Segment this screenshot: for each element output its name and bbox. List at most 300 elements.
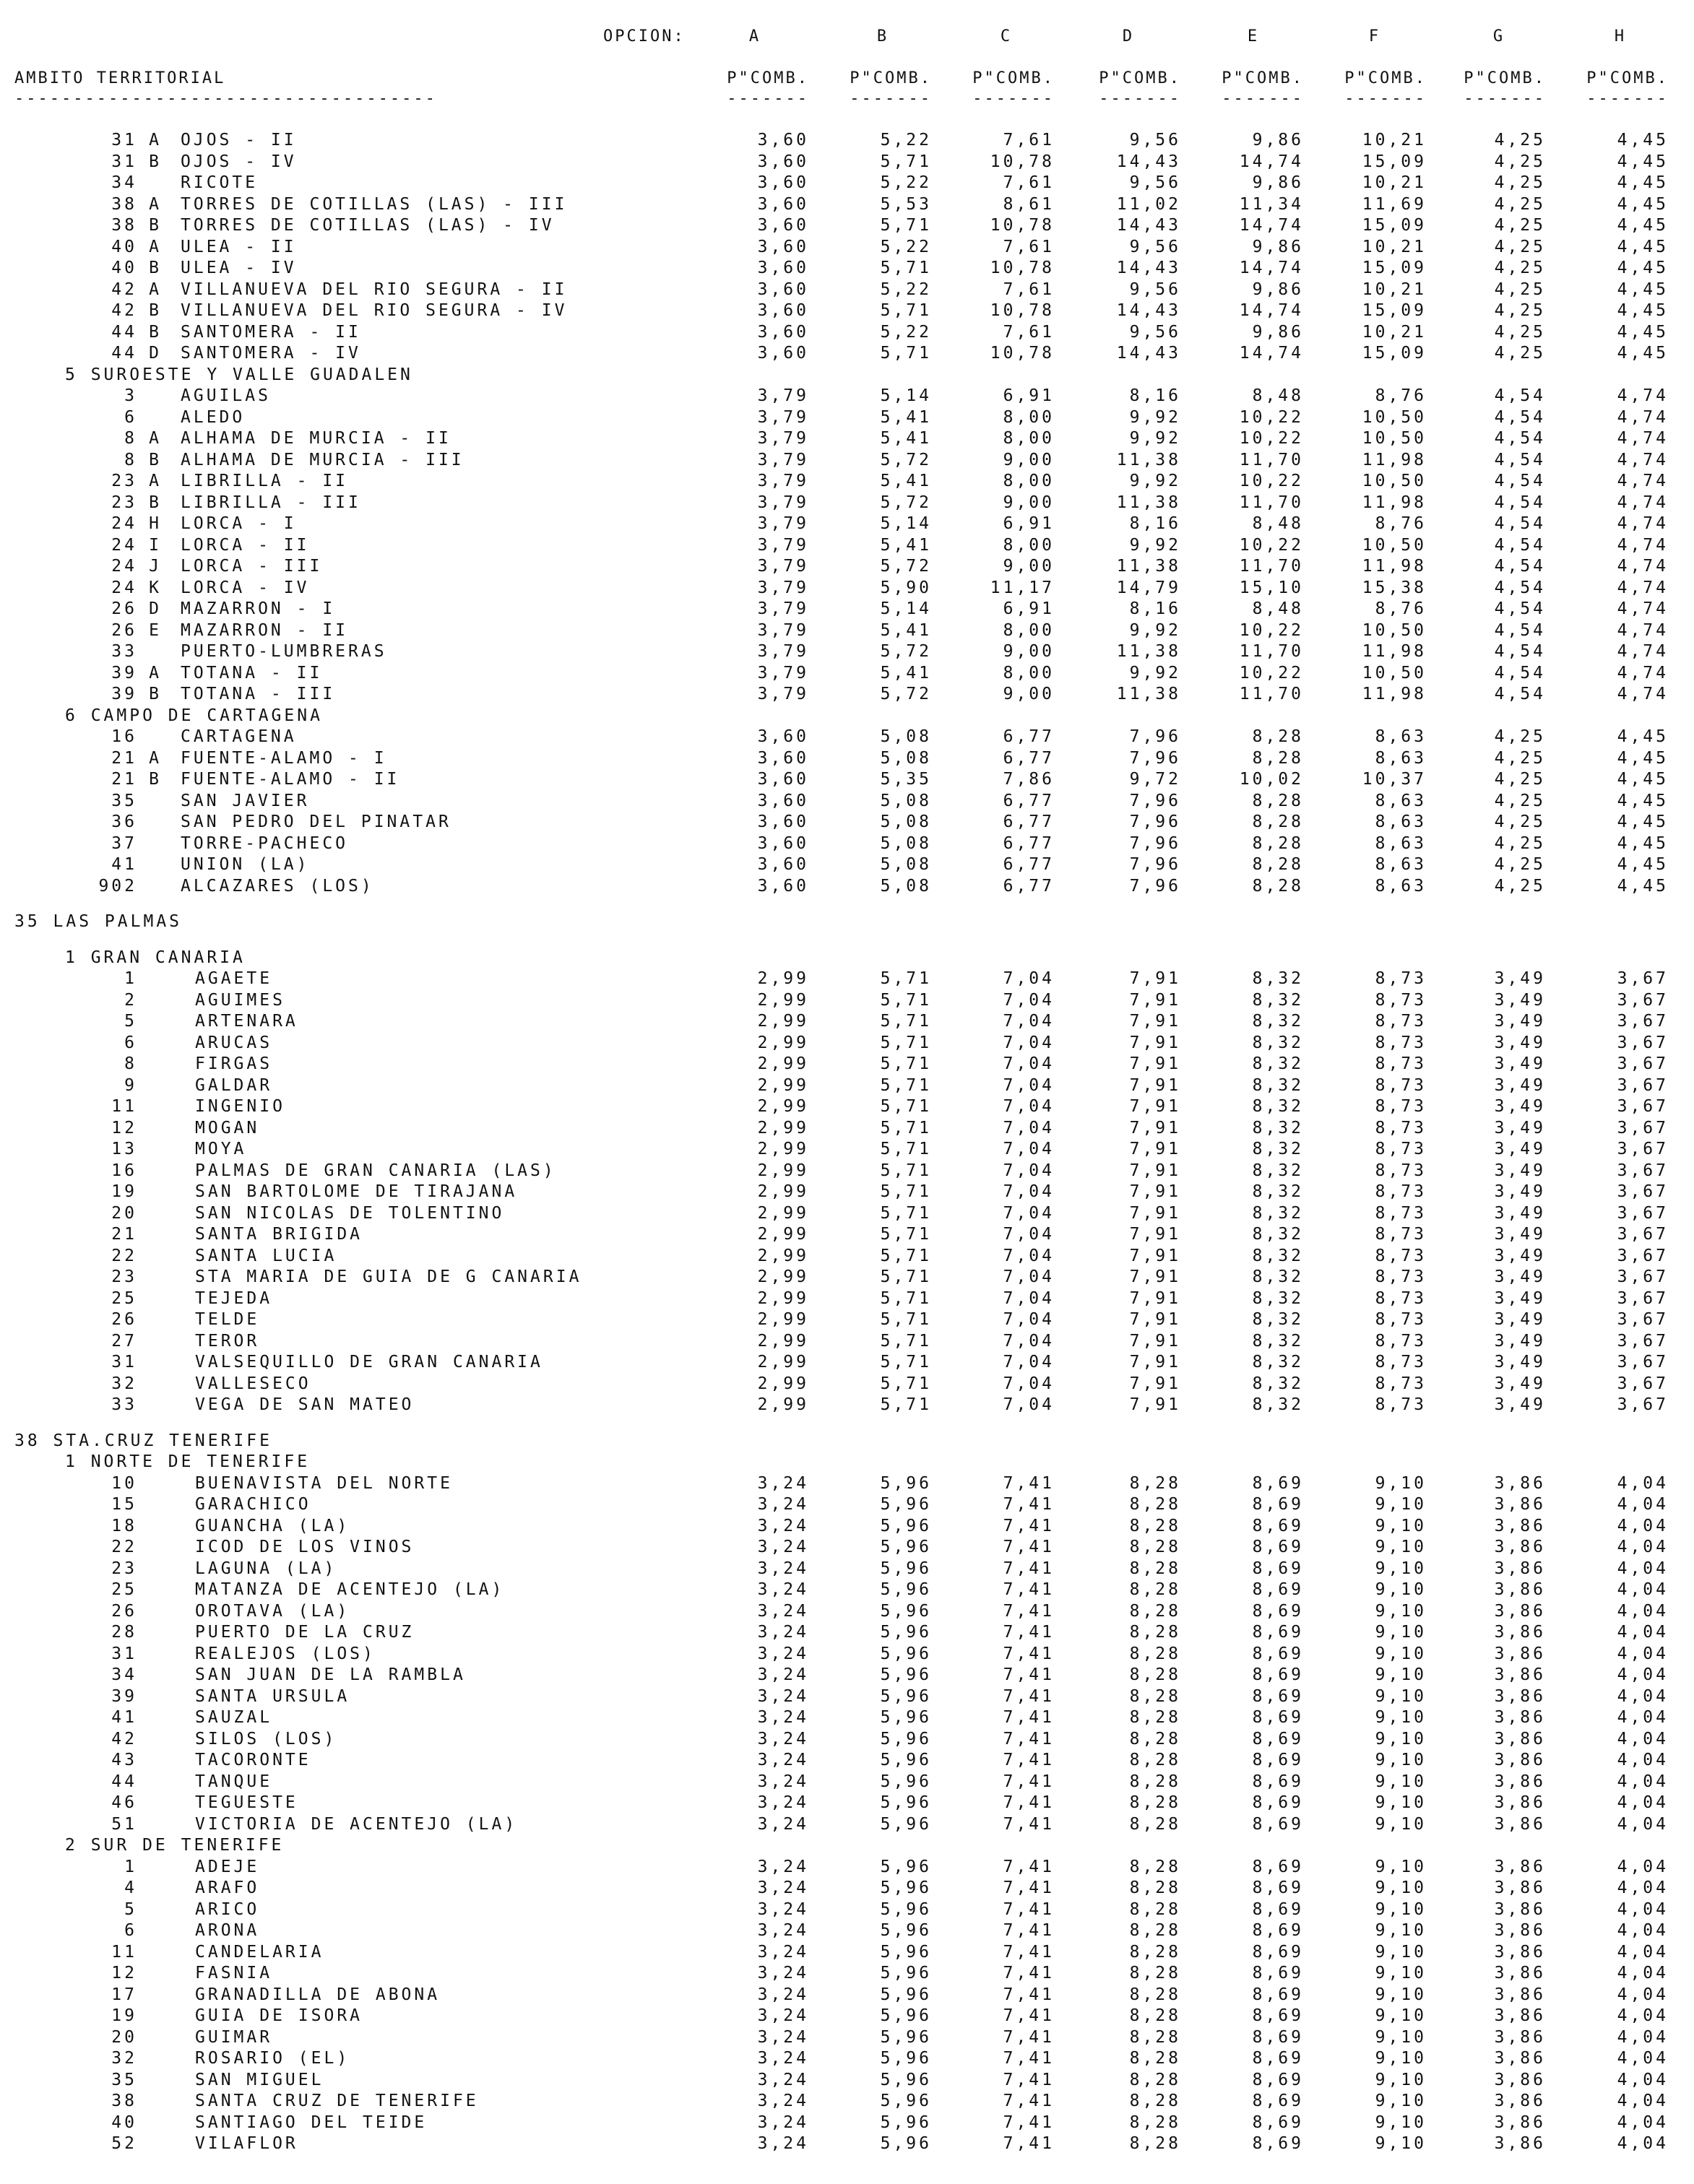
rate-value-h: 4,45: [1617, 173, 1669, 192]
rate-value-f: 9,10: [1375, 2092, 1427, 2110]
rate-value-g: 3,86: [1494, 1665, 1546, 1684]
municipality-code: 39: [111, 685, 137, 703]
province-heading: 35 LAS PALMAS: [14, 912, 183, 931]
rate-value-h: 3,67: [1617, 1289, 1669, 1308]
rate-value-a: 3,79: [757, 472, 809, 490]
opcion-label: OPCION:: [603, 27, 686, 46]
municipality-code: 6: [124, 408, 137, 427]
municipality-code: 25: [111, 1289, 137, 1308]
column-header-underline: -------: [1099, 90, 1181, 108]
rate-value-d: 7,91: [1129, 1054, 1181, 1073]
rate-value-g: 3,86: [1494, 1943, 1546, 1962]
rate-value-d: 8,28: [1129, 2134, 1181, 2153]
rate-value-a: 3,24: [757, 2134, 809, 2153]
rate-value-g: 4,54: [1494, 472, 1546, 490]
municipality-code: 32: [111, 2049, 137, 2068]
municipality-code: 902: [98, 877, 137, 896]
rate-value-b: 5,96: [880, 2113, 932, 2132]
rate-value-a: 2,99: [757, 1310, 809, 1329]
rate-value-g: 3,86: [1494, 2092, 1546, 2110]
rate-value-b: 5,41: [880, 472, 932, 490]
rate-value-g: 4,54: [1494, 642, 1546, 661]
rate-value-c: 7,04: [1003, 1225, 1055, 1244]
rate-value-d: 11,38: [1116, 685, 1181, 703]
rate-value-g: 3,86: [1494, 1751, 1546, 1769]
rate-value-d: 7,91: [1129, 1374, 1181, 1393]
rate-value-a: 3,60: [757, 173, 809, 192]
rate-value-a: 3,24: [757, 1517, 809, 1535]
rate-value-f: 8,76: [1375, 599, 1427, 618]
rate-value-e: 14,74: [1239, 216, 1304, 235]
rate-value-a: 3,60: [757, 855, 809, 874]
municipality-name: SAN NICOLAS DE TOLENTINO: [195, 1204, 505, 1223]
rate-value-a: 3,24: [757, 2028, 809, 2047]
rate-value-b: 5,72: [880, 493, 932, 512]
rate-value-b: 5,22: [880, 131, 932, 150]
rate-value-g: 3,49: [1494, 1054, 1546, 1073]
rate-value-b: 5,72: [880, 451, 932, 469]
rate-value-h: 4,45: [1617, 834, 1669, 853]
column-header-underline: -------: [850, 90, 932, 108]
rate-value-d: 7,91: [1129, 1140, 1181, 1158]
rate-value-a: 3,60: [757, 131, 809, 150]
rate-value-e: 8,32: [1252, 1225, 1304, 1244]
municipality-code: 51: [111, 1815, 137, 1834]
municipality-code: 36: [111, 812, 137, 831]
rate-value-f: 10,21: [1362, 323, 1427, 342]
municipality-code: 17: [111, 1985, 137, 2004]
rate-value-h: 4,04: [1617, 2134, 1669, 2153]
rate-value-d: 11,38: [1116, 493, 1181, 512]
rate-value-a: 2,99: [757, 1076, 809, 1095]
rate-value-d: 14,43: [1116, 216, 1181, 235]
rate-value-d: 7,91: [1129, 1034, 1181, 1052]
rate-value-c: 7,41: [1003, 1559, 1055, 1578]
rate-value-e: 8,69: [1252, 2092, 1304, 2110]
rate-value-f: 10,37: [1362, 770, 1427, 789]
rate-value-c: 7,41: [1003, 2006, 1055, 2025]
rate-value-e: 10,22: [1239, 429, 1304, 448]
rate-value-d: 7,91: [1129, 969, 1181, 988]
rate-value-b: 5,35: [880, 770, 932, 789]
rate-value-g: 4,25: [1494, 792, 1546, 810]
rate-value-c: 7,04: [1003, 1054, 1055, 1073]
municipality-name: LORCA - IV: [181, 578, 310, 597]
rate-value-b: 5,96: [880, 1751, 932, 1769]
municipality-name: MATANZA DE ACENTEJO (LA): [195, 1580, 505, 1599]
municipality-code: 13: [111, 1140, 137, 1158]
rate-value-f: 9,10: [1375, 1665, 1427, 1684]
rate-value-f: 8,63: [1375, 855, 1427, 874]
rate-value-d: 7,91: [1129, 1182, 1181, 1201]
rate-value-g: 3,49: [1494, 991, 1546, 1010]
rate-value-f: 8,73: [1375, 1076, 1427, 1095]
rate-value-h: 4,04: [1617, 1580, 1669, 1599]
rate-value-e: 8,32: [1252, 1182, 1304, 1201]
province-heading: 38 STA.CRUZ TENERIFE: [14, 1431, 272, 1450]
municipality-code: 15: [111, 1495, 137, 1514]
municipality-code: 39: [111, 1687, 137, 1706]
rate-value-e: 11,70: [1239, 451, 1304, 469]
municipality-name: REALEJOS (LOS): [195, 1644, 376, 1663]
rate-value-h: 4,74: [1617, 664, 1669, 682]
rate-value-f: 10,21: [1362, 173, 1427, 192]
rate-value-c: 7,41: [1003, 1517, 1055, 1535]
column-letter-c: C: [1000, 27, 1013, 46]
municipality-name: BUENAVISTA DEL NORTE: [195, 1474, 453, 1493]
municipality-name: AGAETE: [195, 969, 273, 988]
rate-value-f: 8,76: [1375, 386, 1427, 405]
rate-value-h: 3,67: [1617, 1076, 1669, 1095]
municipality-name: RICOTE: [181, 173, 259, 192]
column-letter-b: B: [876, 27, 889, 46]
rate-value-b: 5,96: [880, 1644, 932, 1663]
rate-value-b: 5,71: [880, 1034, 932, 1052]
rate-value-e: 9,86: [1252, 131, 1304, 150]
municipality-code: 27: [111, 1332, 137, 1351]
rate-value-d: 8,28: [1129, 2049, 1181, 2068]
rate-value-g: 3,86: [1494, 1495, 1546, 1514]
rate-value-d: 8,28: [1129, 1559, 1181, 1578]
rate-value-b: 5,71: [880, 1374, 932, 1393]
municipality-name: TELDE: [195, 1310, 260, 1329]
rate-value-h: 4,04: [1617, 1708, 1669, 1727]
rate-value-f: 9,10: [1375, 1730, 1427, 1748]
rate-value-e: 8,69: [1252, 1559, 1304, 1578]
rate-value-c: 8,00: [1003, 536, 1055, 555]
municipality-name: LORCA - II: [181, 536, 310, 555]
rate-value-d: 7,91: [1129, 1353, 1181, 1372]
rate-value-d: 8,28: [1129, 1517, 1181, 1535]
rate-value-e: 8,69: [1252, 1644, 1304, 1663]
column-letter-h: H: [1614, 27, 1627, 46]
rate-value-b: 5,71: [880, 1076, 932, 1095]
rate-value-b: 5,71: [880, 1182, 932, 1201]
rate-value-g: 4,54: [1494, 386, 1546, 405]
rate-value-h: 4,74: [1617, 685, 1669, 703]
rate-value-a: 3,24: [757, 1751, 809, 1769]
municipality-code: 31: [111, 152, 137, 171]
rate-value-a: 3,24: [757, 2071, 809, 2089]
rate-value-a: 3,24: [757, 1985, 809, 2004]
rate-value-b: 5,96: [880, 1517, 932, 1535]
rate-value-b: 5,14: [880, 599, 932, 618]
rate-value-e: 11,70: [1239, 642, 1304, 661]
rate-value-a: 3,60: [757, 195, 809, 214]
municipality-name: VILLANUEVA DEL RIO SEGURA - II: [181, 280, 568, 299]
municipality-code: 6: [124, 1921, 137, 1940]
rate-value-d: 8,16: [1129, 386, 1181, 405]
municipality-suffix: A: [149, 280, 162, 299]
rate-value-h: 3,67: [1617, 1204, 1669, 1223]
rate-value-f: 9,10: [1375, 1900, 1427, 1919]
municipality-code: 35: [111, 792, 137, 810]
rate-value-g: 3,86: [1494, 1623, 1546, 1642]
municipality-code: 42: [111, 1730, 137, 1748]
rate-value-c: 11,17: [990, 578, 1055, 597]
municipality-name: LORCA - III: [181, 557, 323, 576]
municipality-name: SANTOMERA - IV: [181, 344, 361, 363]
municipality-name: VEGA DE SAN MATEO: [195, 1395, 415, 1414]
rate-value-e: 14,74: [1239, 152, 1304, 171]
municipality-code: 38: [111, 2092, 137, 2110]
rate-value-f: 10,21: [1362, 280, 1427, 299]
rate-value-b: 5,22: [880, 173, 932, 192]
rate-value-d: 11,38: [1116, 557, 1181, 576]
municipality-name: OJOS - IV: [181, 152, 297, 171]
municipality-code: 5: [124, 1900, 137, 1919]
rate-value-d: 8,28: [1129, 1985, 1181, 2004]
rate-value-b: 5,71: [880, 152, 932, 171]
municipality-code: 1: [124, 1858, 137, 1876]
rate-value-e: 8,69: [1252, 1964, 1304, 1982]
rate-value-b: 5,96: [880, 1730, 932, 1748]
rate-value-c: 7,04: [1003, 1310, 1055, 1329]
rate-value-d: 7,91: [1129, 1225, 1181, 1244]
municipality-code: 38: [111, 216, 137, 235]
rate-value-b: 5,96: [880, 2134, 932, 2153]
rate-value-e: 8,32: [1252, 1140, 1304, 1158]
rate-value-f: 10,50: [1362, 664, 1427, 682]
municipality-code: 38: [111, 195, 137, 214]
municipality-code: 4: [124, 1878, 137, 1897]
municipality-code: 46: [111, 1793, 137, 1812]
rate-value-f: 8,73: [1375, 1034, 1427, 1052]
rate-value-f: 9,10: [1375, 2006, 1427, 2025]
rate-value-h: 4,04: [1617, 1644, 1669, 1663]
rate-value-c: 7,41: [1003, 1708, 1055, 1727]
municipality-name: STA MARIA DE GUIA DE G CANARIA: [195, 1268, 582, 1286]
rate-value-f: 8,73: [1375, 1012, 1427, 1031]
rate-value-a: 3,24: [757, 1815, 809, 1834]
rate-value-e: 11,34: [1239, 195, 1304, 214]
rate-value-d: 8,28: [1129, 1708, 1181, 1727]
rate-value-a: 3,24: [757, 2049, 809, 2068]
rate-value-b: 5,71: [880, 259, 932, 277]
rate-value-d: 7,96: [1129, 727, 1181, 746]
rate-value-g: 3,86: [1494, 1964, 1546, 1982]
rate-value-h: 4,45: [1617, 323, 1669, 342]
rate-value-g: 4,25: [1494, 280, 1546, 299]
rate-value-e: 8,69: [1252, 1538, 1304, 1556]
rate-value-a: 2,99: [757, 1247, 809, 1265]
rate-value-h: 3,67: [1617, 1310, 1669, 1329]
rate-value-f: 8,73: [1375, 1225, 1427, 1244]
municipality-name: GARACHICO: [195, 1495, 311, 1514]
rate-value-f: 8,73: [1375, 1119, 1427, 1138]
rate-value-d: 7,91: [1129, 1268, 1181, 1286]
rate-value-c: 9,00: [1003, 493, 1055, 512]
rate-value-g: 3,49: [1494, 1225, 1546, 1244]
rate-value-f: 9,10: [1375, 1687, 1427, 1706]
municipality-name: ALHAMA DE MURCIA - III: [181, 451, 464, 469]
rate-value-h: 3,67: [1617, 991, 1669, 1010]
rate-value-e: 8,32: [1252, 1289, 1304, 1308]
rate-value-f: 11,98: [1362, 642, 1427, 661]
municipality-code: 24: [111, 557, 137, 576]
municipality-code: 33: [111, 1395, 137, 1414]
column-header-pcomb: P"COMB.: [1586, 69, 1669, 87]
municipality-name: TACORONTE: [195, 1751, 311, 1769]
rate-value-f: 9,10: [1375, 1858, 1427, 1876]
rate-value-f: 10,50: [1362, 621, 1427, 640]
municipality-suffix: A: [149, 131, 162, 150]
rate-value-b: 5,71: [880, 969, 932, 988]
municipality-code: 1: [124, 969, 137, 988]
rate-value-f: 8,73: [1375, 1247, 1427, 1265]
rate-value-d: 11,38: [1116, 642, 1181, 661]
rate-value-h: 4,74: [1617, 599, 1669, 618]
rate-value-c: 6,77: [1003, 749, 1055, 768]
rate-value-e: 8,32: [1252, 1054, 1304, 1073]
municipality-code: 22: [111, 1247, 137, 1265]
municipality-name: SILOS (LOS): [195, 1730, 337, 1748]
rate-value-e: 8,28: [1252, 749, 1304, 768]
municipality-code: 11: [111, 1943, 137, 1962]
rate-value-g: 4,25: [1494, 216, 1546, 235]
rate-value-g: 3,49: [1494, 1204, 1546, 1223]
rate-value-f: 9,10: [1375, 1708, 1427, 1727]
rate-value-a: 3,24: [757, 1602, 809, 1621]
rate-value-a: 3,60: [757, 259, 809, 277]
rate-value-c: 7,61: [1003, 131, 1055, 150]
municipality-suffix: B: [149, 259, 162, 277]
rate-value-d: 9,92: [1129, 429, 1181, 448]
rate-value-b: 5,96: [880, 2049, 932, 2068]
rate-value-e: 14,74: [1239, 259, 1304, 277]
rate-value-f: 8,73: [1375, 1374, 1427, 1393]
municipality-name: LIBRILLA - III: [181, 493, 361, 512]
municipality-name: TORRE-PACHECO: [181, 834, 349, 853]
rate-value-b: 5,96: [880, 1878, 932, 1897]
rate-value-h: 4,04: [1617, 1730, 1669, 1748]
municipality-code: 2: [124, 991, 137, 1010]
rate-value-e: 8,69: [1252, 1815, 1304, 1834]
rate-value-d: 8,28: [1129, 1964, 1181, 1982]
rate-value-e: 9,86: [1252, 280, 1304, 299]
municipality-code: 8: [124, 451, 137, 469]
rate-value-b: 5,71: [880, 1161, 932, 1180]
rate-value-c: 7,61: [1003, 280, 1055, 299]
rate-value-f: 8,73: [1375, 1310, 1427, 1329]
rate-value-e: 10,22: [1239, 472, 1304, 490]
rate-value-c: 10,78: [990, 344, 1055, 363]
rate-value-e: 8,28: [1252, 792, 1304, 810]
rate-value-b: 5,96: [880, 1580, 932, 1599]
rate-value-e: 8,69: [1252, 1517, 1304, 1535]
municipality-name: ULEA - II: [181, 238, 297, 256]
rate-value-c: 7,04: [1003, 1289, 1055, 1308]
rate-value-c: 7,41: [1003, 2134, 1055, 2153]
municipality-code: 8: [124, 429, 137, 448]
rate-value-e: 8,69: [1252, 1985, 1304, 2004]
rate-value-c: 7,04: [1003, 1012, 1055, 1031]
municipality-name: LIBRILLA - II: [181, 472, 349, 490]
rate-value-e: 8,69: [1252, 1495, 1304, 1514]
rate-value-b: 5,72: [880, 557, 932, 576]
rate-value-h: 3,67: [1617, 1395, 1669, 1414]
rate-value-e: 8,69: [1252, 1943, 1304, 1962]
rate-value-d: 9,56: [1129, 173, 1181, 192]
rate-value-b: 5,08: [880, 855, 932, 874]
rate-value-g: 4,54: [1494, 429, 1546, 448]
rate-value-d: 8,28: [1129, 1858, 1181, 1876]
rate-value-d: 8,28: [1129, 1900, 1181, 1919]
rate-value-a: 2,99: [757, 1332, 809, 1351]
rate-value-c: 7,04: [1003, 1374, 1055, 1393]
rate-value-h: 4,45: [1617, 877, 1669, 896]
municipality-code: 26: [111, 1310, 137, 1329]
rate-value-g: 3,86: [1494, 1772, 1546, 1791]
municipality-name: ROSARIO (EL): [195, 2049, 350, 2068]
municipality-name: ALCAZARES (LOS): [181, 877, 374, 896]
municipality-code: 42: [111, 280, 137, 299]
rate-value-a: 3,24: [757, 1687, 809, 1706]
municipality-code: 12: [111, 1119, 137, 1138]
municipality-code: 40: [111, 238, 137, 256]
rate-value-e: 10,22: [1239, 536, 1304, 555]
rate-value-a: 3,24: [757, 1900, 809, 1919]
column-letter-a: A: [748, 27, 761, 46]
rate-value-c: 6,91: [1003, 386, 1055, 405]
rate-value-b: 5,14: [880, 514, 932, 533]
rate-value-f: 9,10: [1375, 1921, 1427, 1940]
rate-value-e: 8,28: [1252, 812, 1304, 831]
rate-value-h: 4,45: [1617, 855, 1669, 874]
rate-value-c: 6,77: [1003, 855, 1055, 874]
rate-value-a: 3,79: [757, 557, 809, 576]
rate-value-g: 3,86: [1494, 1858, 1546, 1876]
rate-value-c: 7,41: [1003, 2113, 1055, 2132]
rate-value-b: 5,72: [880, 685, 932, 703]
rate-value-c: 7,41: [1003, 1878, 1055, 1897]
rate-value-f: 10,21: [1362, 238, 1427, 256]
rate-value-c: 7,86: [1003, 770, 1055, 789]
rate-value-f: 9,10: [1375, 1964, 1427, 1982]
rate-value-h: 4,74: [1617, 642, 1669, 661]
rate-value-g: 4,25: [1494, 877, 1546, 896]
rate-value-c: 7,61: [1003, 238, 1055, 256]
municipality-name: ARTENARA: [195, 1012, 298, 1031]
rate-value-h: 4,04: [1617, 1815, 1669, 1834]
municipality-code: 24: [111, 514, 137, 533]
rate-value-h: 4,74: [1617, 429, 1669, 448]
rate-value-g: 3,86: [1494, 1815, 1546, 1834]
municipality-code: 32: [111, 1374, 137, 1393]
rate-value-g: 3,49: [1494, 1247, 1546, 1265]
municipality-name: SANTIAGO DEL TEIDE: [195, 2113, 428, 2132]
rate-value-d: 9,92: [1129, 536, 1181, 555]
rate-value-b: 5,96: [880, 2028, 932, 2047]
rate-value-e: 11,70: [1239, 493, 1304, 512]
rate-value-h: 4,04: [1617, 1878, 1669, 1897]
column-header-pcomb: P"COMB.: [850, 69, 932, 87]
rate-value-a: 3,24: [757, 1665, 809, 1684]
rate-value-d: 7,96: [1129, 749, 1181, 768]
rate-value-f: 8,73: [1375, 1268, 1427, 1286]
rate-value-f: 8,63: [1375, 834, 1427, 853]
rate-value-f: 8,73: [1375, 1140, 1427, 1158]
rate-value-g: 3,86: [1494, 1580, 1546, 1599]
column-header-underline: -------: [1586, 90, 1669, 108]
rate-value-b: 5,71: [880, 1225, 932, 1244]
municipality-name: GALDAR: [195, 1076, 273, 1095]
municipality-code: 43: [111, 1751, 137, 1769]
rate-value-h: 4,74: [1617, 578, 1669, 597]
rate-value-d: 8,28: [1129, 1793, 1181, 1812]
municipality-suffix: B: [149, 770, 162, 789]
rate-value-b: 5,96: [880, 1900, 932, 1919]
